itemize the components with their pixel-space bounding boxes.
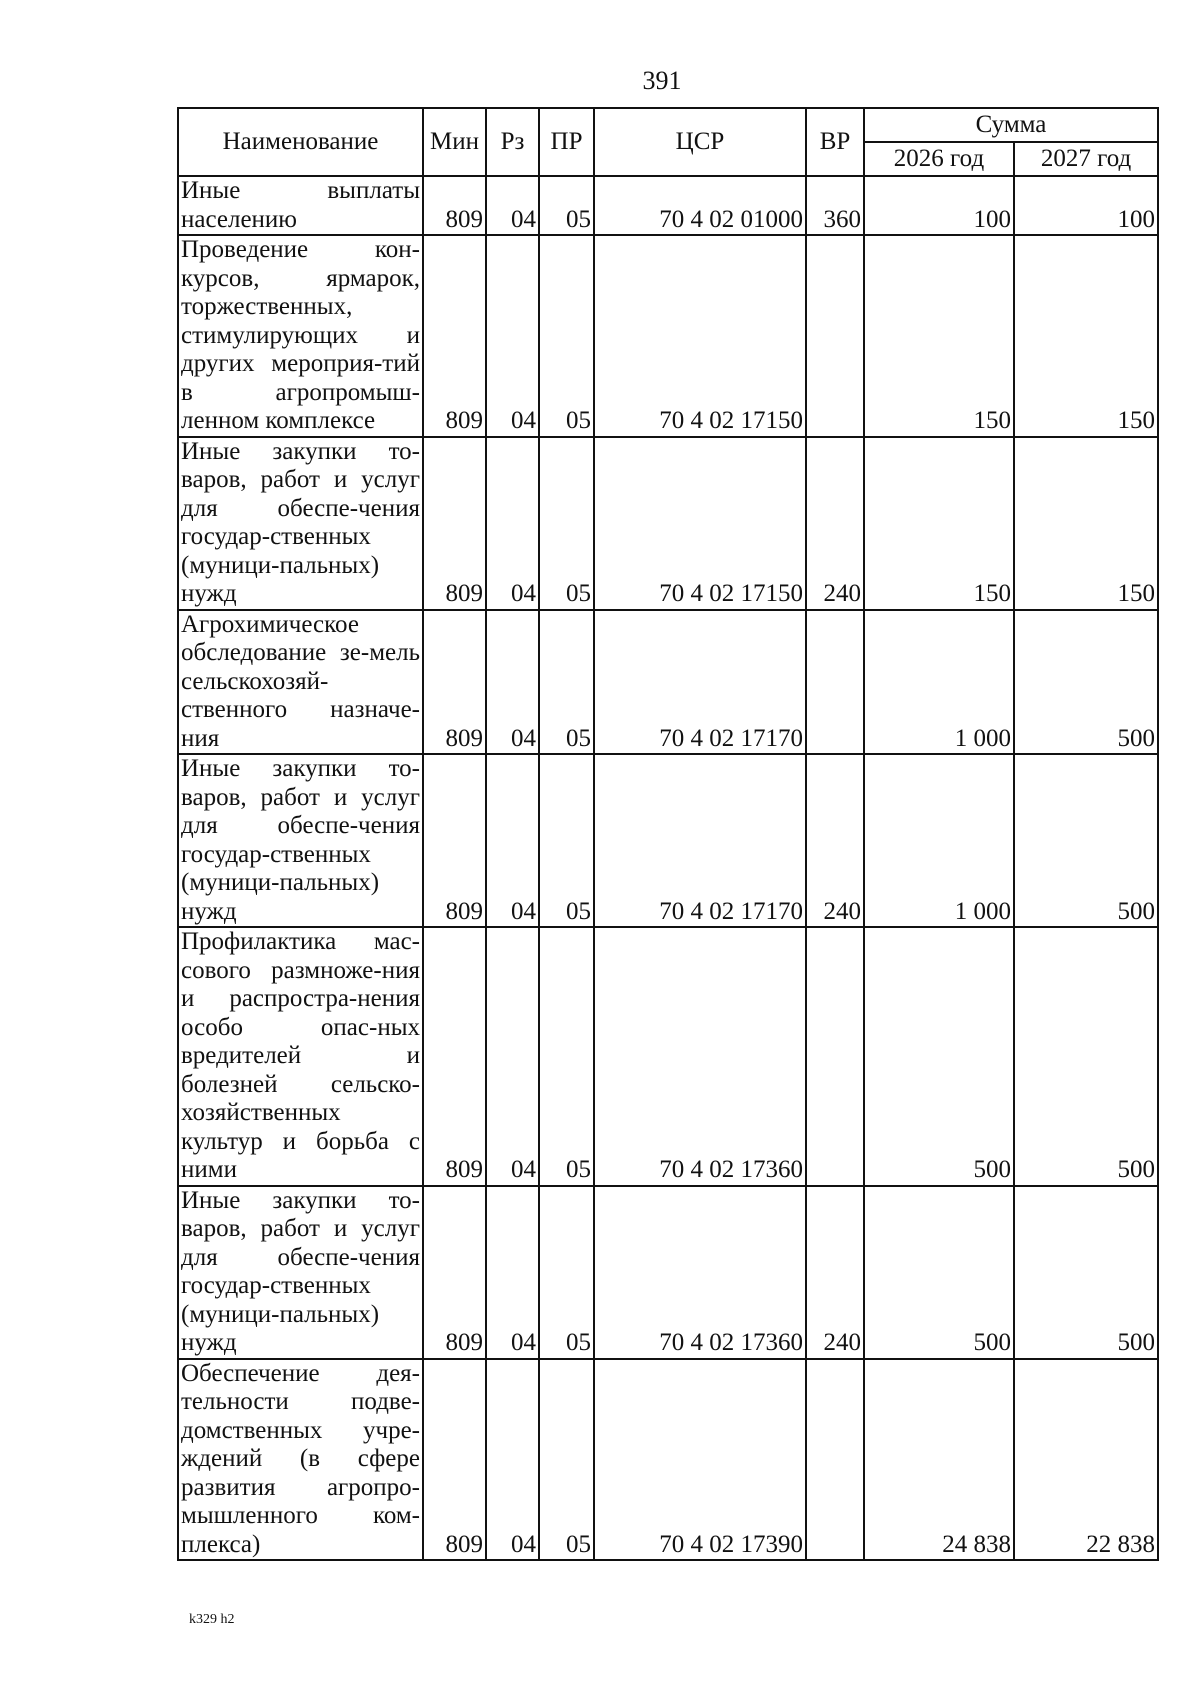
cell-rz: 04 (486, 610, 539, 755)
header-year-2026: 2026 год (864, 142, 1014, 176)
cell-sum-2027: 500 (1014, 1186, 1158, 1359)
cell-csr: 70 4 02 17390 (594, 1359, 806, 1561)
cell-sum-2026: 500 (864, 927, 1014, 1186)
cell-sum-2027: 500 (1014, 610, 1158, 755)
cell-rz: 04 (486, 235, 539, 437)
footer-code: k329 h2 (189, 1612, 235, 1627)
cell-sum-2026: 24 838 (864, 1359, 1014, 1561)
cell-name: Обеспечение дея-тельности подве-домственных учре-ждений (в сфере развития агропро-мышленного ком-плекса) (178, 1359, 423, 1561)
cell-sum-2027: 500 (1014, 754, 1158, 927)
header-year-2027: 2027 год (1014, 142, 1158, 176)
table-body (178, 176, 1158, 1560)
cell-sum-2027: 150 (1014, 437, 1158, 610)
cell-csr: 70 4 02 17150 (594, 437, 806, 610)
cell-vr: 240 (806, 754, 864, 927)
header-min: Мин (423, 108, 486, 176)
cell-min: 809 (423, 610, 486, 755)
page-number: 391 (642, 66, 682, 95)
cell-pr: 05 (539, 927, 594, 1186)
cell-rz: 04 (486, 1359, 539, 1561)
table-row (178, 235, 1158, 437)
cell-pr: 05 (539, 1186, 594, 1359)
cell-vr (806, 927, 864, 1186)
cell-sum-2026: 500 (864, 1186, 1014, 1359)
cell-min: 809 (423, 437, 486, 610)
table-row (178, 1186, 1158, 1359)
cell-vr: 240 (806, 1186, 864, 1359)
cell-csr: 70 4 02 17360 (594, 1186, 806, 1359)
cell-name: Проведение кон-курсов, ярмарок, торжественных, стимулирующих и других мероприя-тий в агропромыш-ленном комплексе (178, 235, 423, 437)
cell-min: 809 (423, 176, 486, 235)
header-rz: Рз (486, 108, 539, 176)
cell-csr: 70 4 02 17360 (594, 927, 806, 1186)
cell-csr: 70 4 02 01000 (594, 176, 806, 235)
cell-pr: 05 (539, 176, 594, 235)
cell-pr: 05 (539, 610, 594, 755)
table-row (178, 1359, 1158, 1561)
cell-name: Профилактика мас-сового размноже-ния и распростра-нения особо опас-ных вредителей и болезней сельско-хозяйственных культур и борьба с ними (178, 927, 423, 1186)
table-row (178, 437, 1158, 610)
table-row (178, 610, 1158, 755)
cell-sum-2027: 500 (1014, 927, 1158, 1186)
header-pr: ПР (539, 108, 594, 176)
cell-rz: 04 (486, 927, 539, 1186)
cell-min: 809 (423, 235, 486, 437)
table-row (178, 176, 1158, 235)
cell-min: 809 (423, 1359, 486, 1561)
cell-csr: 70 4 02 17150 (594, 235, 806, 437)
header-name: Наименование (178, 108, 423, 176)
cell-name: Иные закупки то-варов, работ и услуг для обеспе-чения государ-ственных (муници-пальных) нужд (178, 1186, 423, 1359)
cell-vr (806, 1359, 864, 1561)
cell-pr: 05 (539, 437, 594, 610)
cell-pr: 05 (539, 235, 594, 437)
cell-rz: 04 (486, 176, 539, 235)
cell-sum-2026: 150 (864, 437, 1014, 610)
table-row (178, 927, 1158, 1186)
cell-min: 809 (423, 1186, 486, 1359)
cell-sum-2026: 1 000 (864, 610, 1014, 755)
cell-vr (806, 235, 864, 437)
cell-name: Агрохимическое обследование зе-мель сельскохозяй-ственного назначе-ния (178, 610, 423, 755)
header-csr: ЦСР (594, 108, 806, 176)
cell-rz: 04 (486, 437, 539, 610)
cell-min: 809 (423, 927, 486, 1186)
cell-csr: 70 4 02 17170 (594, 754, 806, 927)
cell-vr (806, 610, 864, 755)
cell-name: Иные закупки то-варов, работ и услуг для обеспе-чения государ-ственных (муници-пальных) нужд (178, 437, 423, 610)
cell-vr: 240 (806, 437, 864, 610)
cell-rz: 04 (486, 754, 539, 927)
cell-sum-2026: 100 (864, 176, 1014, 235)
header-sum: Сумма (864, 108, 1158, 142)
cell-sum-2027: 22 838 (1014, 1359, 1158, 1561)
cell-min: 809 (423, 754, 486, 927)
cell-sum-2026: 150 (864, 235, 1014, 437)
cell-rz: 04 (486, 1186, 539, 1359)
cell-vr: 360 (806, 176, 864, 235)
budget-table (177, 107, 1159, 1561)
table-row (178, 754, 1158, 927)
cell-csr: 70 4 02 17170 (594, 610, 806, 755)
cell-name: Иные выплаты населению (178, 176, 423, 235)
header-vr: ВР (806, 108, 864, 176)
cell-sum-2026: 1 000 (864, 754, 1014, 927)
cell-pr: 05 (539, 1359, 594, 1561)
cell-sum-2027: 100 (1014, 176, 1158, 235)
cell-sum-2027: 150 (1014, 235, 1158, 437)
cell-pr: 05 (539, 754, 594, 927)
cell-name: Иные закупки то-варов, работ и услуг для обеспе-чения государ-ственных (муници-пальных) нужд (178, 754, 423, 927)
